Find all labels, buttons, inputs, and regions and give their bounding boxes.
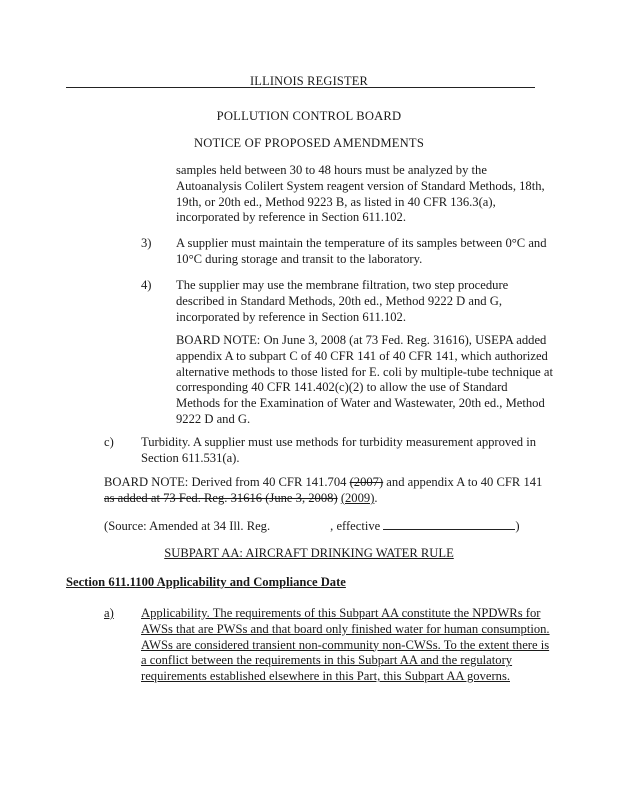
- item-3-number: 3): [141, 236, 152, 250]
- note-text: BOARD NOTE: Derived from 40 CFR 141.704: [104, 475, 350, 489]
- source-text: ): [515, 519, 520, 533]
- text-line: BOARD NOTE: On June 3, 2008 (at 73 Fed. Reg. 31616), USEPA added: [176, 333, 547, 347]
- item-a-number: a): [104, 606, 114, 620]
- text-line: incorporated by reference in Section 611.102.: [176, 210, 406, 225]
- text-line: corresponding 40 CFR 141.402(c)(2) to allow the use of Standard: [176, 380, 508, 395]
- section-title: Section 611.1100 Applicability and Compliance Date: [66, 575, 346, 589]
- item-4-number: 4): [141, 278, 152, 292]
- text-line: The supplier may use the membrane filtration, two step procedure: [176, 278, 509, 292]
- text-line: Turbidity. A supplier must use methods for turbidity measurement approved in: [141, 435, 537, 449]
- item-3-text: [176, 236, 547, 268]
- text-line: AWSs that are PWSs and that board only finished water for human consumption.: [141, 621, 550, 636]
- text-line: 19th, or 20th ed., Method 9223 B, as listed in 40 CFR 136.3(a),: [176, 194, 496, 209]
- text-line: appendix A to subpart C of 40 CFR 141 of 40 CFR 141, which authorized: [176, 348, 548, 363]
- inserted-text: (2009): [340, 490, 375, 505]
- text-line: Autoanalysis Colilert System reagent version of Standard Methods, 18th,: [176, 178, 545, 193]
- text-line: samples held between 30 to 48 hours must be analyzed by the: [176, 163, 487, 177]
- register-title: ILLINOIS REGISTER: [249, 74, 368, 88]
- text-line: AWSs are considered transient non-community non-CWSs. To the extent there is: [141, 637, 550, 652]
- text-line: Section 611.531(a).: [141, 450, 240, 465]
- header-rule: [66, 87, 535, 88]
- note-text: and appendix A to 40 CFR 141: [383, 475, 543, 489]
- item-4-text: [176, 278, 508, 325]
- text-line: 10°C during storage and transit to the laboratory.: [176, 251, 423, 266]
- source-line: [104, 518, 520, 535]
- text-line: described in Standard Methods, 20th ed., Method 9222 D and G,: [176, 293, 502, 308]
- text-line: A supplier must maintain the temperature of its samples between 0°C and: [176, 236, 547, 250]
- text-line: 9222 D and G.: [176, 411, 251, 426]
- text-line: incorporated by reference in Section 611.102.: [176, 309, 406, 324]
- text-line: a conflict between the requirements in this Subpart AA and the regulatory: [141, 653, 513, 668]
- deleted-text: (2007): [349, 475, 384, 489]
- text-line: requirements established elsewhere in this Part, this Subpart AA governs.: [141, 669, 510, 684]
- notice-title: NOTICE OF PROPOSED AMENDMENTS: [193, 136, 425, 150]
- text-line: Methods for the Examination of Water and Wastewater, 20th ed., Method: [176, 396, 545, 411]
- board-title: POLLUTION CONTROL BOARD: [216, 109, 402, 123]
- effective-date-blank: [383, 518, 515, 530]
- item-a-text: [141, 606, 550, 685]
- continued-paragraph: [176, 163, 545, 226]
- note-text: .: [374, 490, 378, 505]
- item-c-text: [141, 435, 536, 467]
- item-c-number: c): [104, 435, 114, 449]
- deleted-text: as added at 73 Fed. Reg. 31616 (June 3, 2008): [104, 490, 338, 505]
- subpart-title: SUBPART AA: AIRCRAFT DRINKING WATER RULE: [164, 546, 454, 560]
- source-text: , effective: [330, 519, 381, 533]
- source-text: (Source: Amended at 34 Ill. Reg.: [104, 519, 271, 533]
- board-note-2: [104, 475, 542, 507]
- board-note-1: [176, 333, 553, 428]
- text-line: Applicability. The requirements of this Subpart AA constitute the NPDWRs for: [141, 606, 541, 620]
- text-line: alternative methods to those listed for E. coli by multiple-tube technique at: [176, 364, 554, 379]
